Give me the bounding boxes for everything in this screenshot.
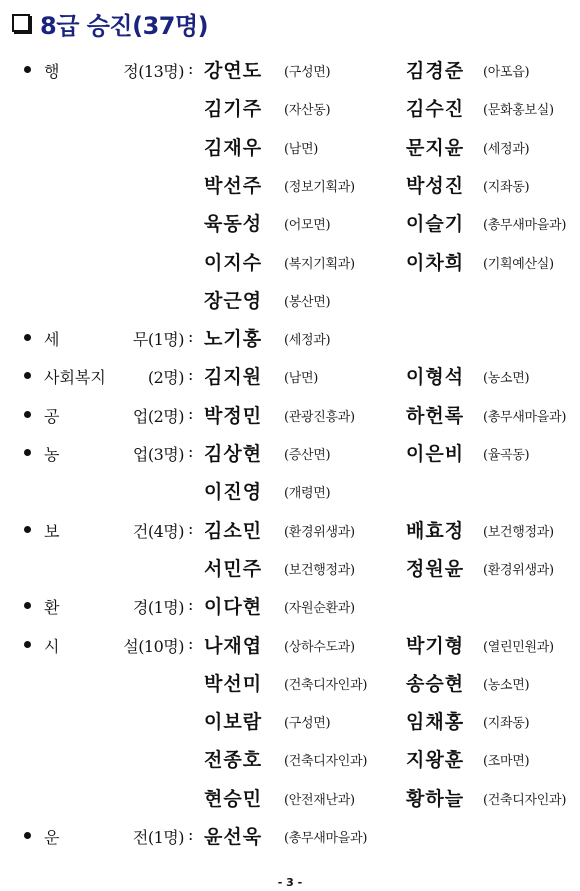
person-unit: (율곡동)	[483, 448, 530, 463]
person-unit: (남면)	[284, 371, 319, 387]
person-unit: (구성면)	[284, 716, 331, 732]
person-name: 송승현	[406, 672, 465, 695]
person-name: 황하늘	[406, 787, 465, 810]
section-row	[0, 324, 580, 354]
person-name: 노기홍	[204, 328, 263, 351]
person-name: 전종호	[204, 749, 263, 772]
colon-separator: :	[188, 595, 194, 615]
section-row	[0, 56, 580, 86]
person-name: 박성진	[406, 174, 465, 197]
person-unit: (농소면)	[483, 371, 530, 387]
person-name: 임채홍	[406, 711, 465, 734]
department-count: 무(1명)	[132, 330, 184, 350]
person-unit: (총무새마을과)	[483, 218, 567, 234]
person-name: 이보람	[204, 711, 263, 734]
department-label	[44, 327, 184, 350]
person-unit: (아포읍)	[483, 65, 530, 80]
person-name: 문지윤	[406, 136, 465, 159]
continuation-row	[0, 171, 580, 201]
section-row	[0, 631, 580, 661]
person-unit: (상하수도과)	[284, 639, 355, 655]
person-unit: (보건행정과)	[483, 524, 554, 540]
person-name: 윤선욱	[204, 826, 263, 848]
person-unit: (조마면)	[483, 754, 530, 770]
department-name: 환	[44, 598, 60, 618]
person-name: 이슬기	[406, 213, 465, 236]
bullet-icon	[24, 526, 31, 533]
person-unit: (지좌동)	[483, 179, 530, 195]
person-name: 김수진	[406, 98, 465, 121]
person-name: 김기주	[204, 98, 263, 121]
continuation-row	[0, 133, 580, 163]
person-unit: (총무새마을과)	[483, 409, 567, 425]
person-name: 배효정	[406, 519, 465, 542]
continuation-row	[0, 707, 580, 737]
continuation-row	[0, 477, 580, 507]
person-name: 박선미	[204, 672, 263, 695]
person-name: 이은비	[406, 443, 465, 465]
continuation-row	[0, 286, 580, 316]
person-unit: (환경위생과)	[483, 562, 554, 578]
person-unit: (건축디자인과)	[284, 677, 368, 693]
person-unit: (봉산면)	[284, 294, 331, 310]
bullet-icon	[24, 832, 31, 839]
person-unit: (자산동)	[284, 103, 331, 119]
checkbox-square-icon	[12, 14, 30, 32]
continuation-row	[0, 669, 580, 699]
person-unit: (자원순환과)	[284, 601, 355, 617]
department-count: (2명)	[147, 368, 184, 388]
department-count: 전(1명)	[132, 828, 184, 847]
person-name: 정원윤	[406, 557, 465, 580]
department-label	[44, 404, 184, 427]
person-unit: (건축디자인과)	[284, 754, 368, 770]
section-row	[0, 362, 580, 392]
person-name: 김상현	[204, 443, 263, 465]
person-name: 이진영	[204, 481, 263, 504]
department-count: 건(4명)	[132, 521, 184, 541]
person-name: 박선주	[204, 174, 263, 197]
person-name: 김소민	[204, 519, 263, 542]
person-unit: (세정과)	[284, 333, 331, 349]
person-unit: (구성면)	[284, 65, 331, 80]
person-name: 김재우	[204, 136, 263, 159]
person-name: 장근영	[204, 289, 263, 312]
page-number: - 3 -	[277, 876, 303, 889]
bullet-icon	[24, 602, 31, 609]
department-label	[44, 595, 184, 618]
department-name: 시	[44, 636, 60, 656]
section-row	[0, 822, 580, 852]
bullet-icon	[24, 372, 31, 379]
person-name: 지왕훈	[406, 749, 465, 772]
person-name: 서민주	[204, 557, 263, 580]
person-unit: (복지기획과)	[284, 256, 355, 272]
person-name: 강연도	[204, 60, 263, 82]
person-unit: (환경위생과)	[284, 524, 355, 540]
section-row	[0, 401, 580, 431]
person-unit: (열린민원과)	[483, 639, 554, 655]
person-unit: (남면)	[284, 141, 319, 157]
colon-separator: :	[188, 633, 194, 653]
person-unit: (관광진흥과)	[284, 409, 355, 425]
department-name: 보	[44, 521, 60, 541]
department-label	[44, 365, 184, 388]
page-title: 8급 승진(37명)	[40, 11, 209, 40]
person-name: 박정민	[204, 404, 263, 427]
department-label	[44, 634, 184, 657]
department-label	[44, 442, 184, 465]
colon-separator: :	[188, 365, 194, 385]
department-label	[44, 59, 184, 82]
colon-separator: :	[188, 403, 194, 423]
section-row	[0, 592, 580, 622]
bullet-icon	[24, 334, 31, 341]
department-name: 농	[44, 445, 60, 464]
section-row	[0, 516, 580, 546]
person-name: 박기형	[406, 634, 465, 657]
bullet-icon	[24, 449, 31, 456]
department-name: 공	[44, 406, 60, 426]
department-count: 설(10명)	[123, 636, 184, 656]
person-unit: (증산면)	[284, 448, 331, 463]
bullet-icon	[24, 66, 31, 73]
person-unit: (문화홍보실)	[483, 103, 554, 119]
department-count: 경(1명)	[132, 598, 184, 618]
department-count: 업(3명)	[132, 445, 184, 464]
continuation-row	[0, 554, 580, 584]
person-unit: (총무새마을과)	[284, 831, 368, 846]
bullet-icon	[24, 641, 31, 648]
department-count: 업(2명)	[132, 406, 184, 426]
colon-separator: :	[188, 442, 194, 461]
continuation-row	[0, 209, 580, 239]
person-unit: (기획예산실)	[483, 256, 554, 272]
person-unit: (정보기획과)	[284, 179, 355, 195]
person-name: 김경준	[406, 60, 465, 82]
person-name: 김지원	[204, 366, 263, 389]
person-unit: (농소면)	[483, 677, 530, 693]
person-unit: (지좌동)	[483, 716, 530, 732]
person-unit: (어모면)	[284, 218, 331, 234]
person-unit: (안전재난과)	[284, 792, 355, 808]
person-name: 나재엽	[204, 634, 263, 657]
person-name: 하헌록	[406, 404, 465, 427]
department-name: 운	[44, 828, 60, 847]
person-unit: (보건행정과)	[284, 562, 355, 578]
section-header	[12, 6, 208, 40]
continuation-row	[0, 745, 580, 775]
person-name: 이지수	[204, 251, 263, 274]
department-label	[44, 519, 184, 542]
bullet-icon	[24, 411, 31, 418]
person-name: 이차희	[406, 251, 465, 274]
person-unit: (개령면)	[284, 486, 331, 502]
colon-separator: :	[188, 825, 194, 844]
department-name: 세	[44, 330, 60, 350]
department-label	[44, 825, 184, 848]
person-name: 현승민	[204, 787, 263, 810]
colon-separator: :	[188, 518, 194, 538]
colon-separator: :	[188, 327, 194, 347]
department-name: 사회복지	[44, 368, 106, 388]
person-name: 육동성	[204, 213, 263, 236]
continuation-row	[0, 784, 580, 814]
department-name: 행	[44, 62, 60, 81]
continuation-row	[0, 94, 580, 124]
colon-separator: :	[188, 59, 194, 78]
person-unit: (건축디자인과)	[483, 792, 567, 808]
continuation-row	[0, 248, 580, 278]
person-name: 이다현	[204, 596, 263, 619]
person-name: 이형석	[406, 366, 465, 389]
department-count: 정(13명)	[123, 62, 184, 81]
person-unit: (세정과)	[483, 141, 530, 157]
section-row	[0, 439, 580, 469]
